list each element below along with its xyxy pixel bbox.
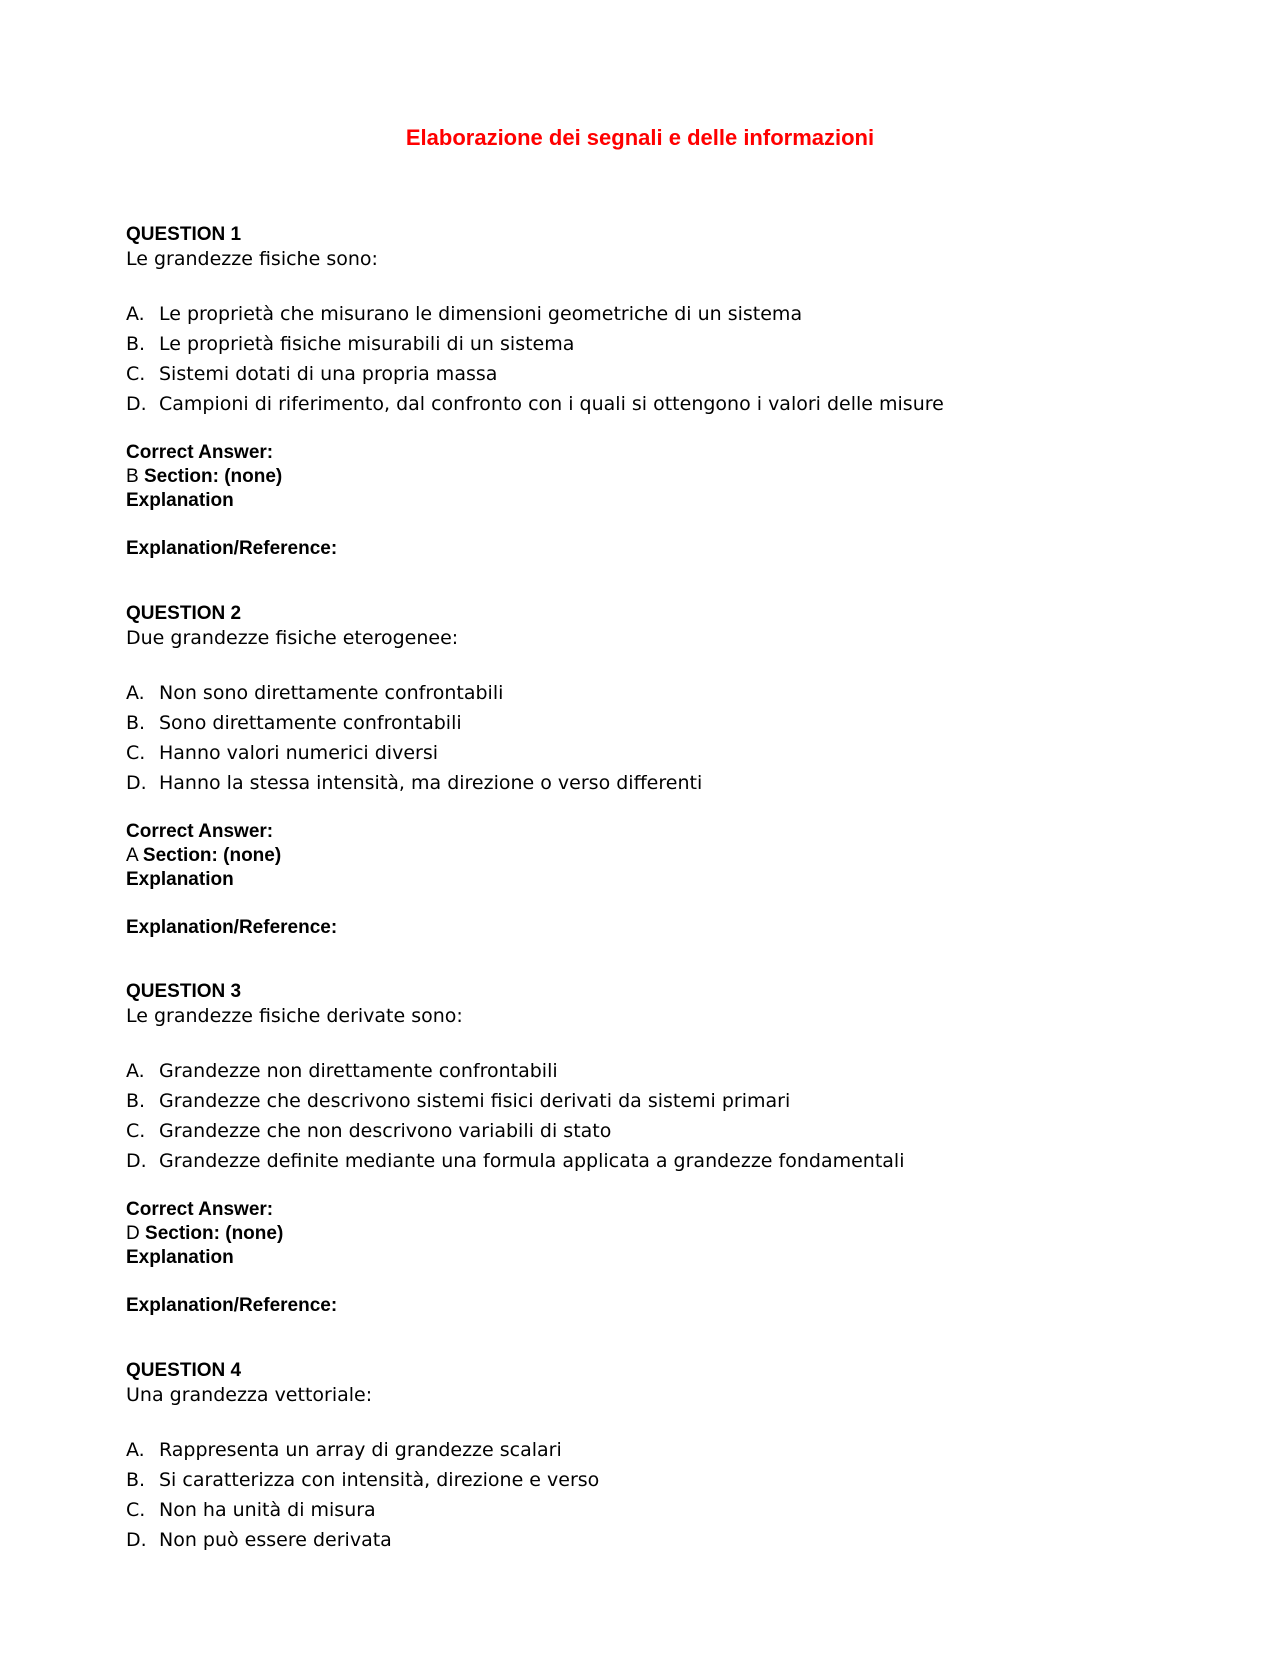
option-c (126, 1495, 1166, 1525)
option-a (126, 678, 1166, 708)
answer-block (126, 820, 1166, 892)
option-letter: D. (126, 393, 147, 415)
option-letter: C. (126, 1120, 146, 1142)
option-c (126, 1116, 1166, 1146)
option-text: Non sono direttamente confrontabili (159, 682, 504, 704)
option-text: Grandezze non direttamente confrontabili (159, 1060, 558, 1082)
option-letter: A. (126, 303, 145, 325)
option-text: Campioni di riferimento, dal confronto con i quali si ottengono i valori delle misure (159, 393, 944, 415)
explanation-reference-label: Explanation/Reference: (126, 1295, 338, 1316)
correct-answer-label: Correct Answer: (126, 821, 274, 842)
question-2 (126, 602, 1166, 940)
answer-section-line (126, 844, 1166, 868)
option-text: Grandezze che non descrivono variabili di stato (159, 1120, 612, 1142)
option-d (126, 389, 1166, 419)
question-stem: Le grandezze fisiche derivate sono: (126, 1005, 463, 1027)
question-heading: QUESTION 3 (126, 981, 242, 1002)
option-letter: C. (126, 363, 146, 385)
correct-answer-value: B (126, 466, 139, 487)
option-letter: B. (126, 712, 146, 734)
option-b (126, 1465, 1166, 1495)
option-text: Grandezze che descrivono sistemi fisici derivati da sistemi primari (159, 1090, 791, 1112)
option-text: Sono direttamente confrontabili (159, 712, 462, 734)
option-letter: D. (126, 1529, 147, 1551)
option-b (126, 708, 1166, 738)
answer-section-line (126, 465, 1166, 489)
explanation-reference-label: Explanation/Reference: (126, 538, 338, 559)
option-letter: D. (126, 772, 147, 794)
answer-block (126, 1198, 1166, 1270)
option-d (126, 768, 1166, 798)
explanation-label: Explanation (126, 490, 234, 511)
question-heading: QUESTION 1 (126, 224, 242, 245)
option-letter: A. (126, 1439, 145, 1461)
option-c (126, 359, 1166, 389)
option-letter: B. (126, 1090, 146, 1112)
option-a (126, 299, 1166, 329)
answer-block (126, 441, 1166, 513)
option-text: Hanno valori numerici diversi (159, 742, 438, 764)
answer-options (126, 678, 1166, 798)
option-text: Le proprietà fisiche misurabili di un sistema (159, 333, 575, 355)
page-title: Elaborazione dei segnali e delle informazioni (405, 125, 875, 150)
question-stem: Una grandezza vettoriale: (126, 1384, 373, 1406)
correct-answer-value: D (126, 1223, 140, 1244)
option-c (126, 738, 1166, 768)
section-label: Section: (none) (143, 466, 283, 487)
option-text: Le proprietà che misurano le dimensioni geometriche di un sistema (159, 303, 803, 325)
section-label: Section: (none) (145, 1223, 284, 1244)
answer-options (126, 1435, 1166, 1555)
option-letter: C. (126, 742, 146, 764)
option-text: Si caratterizza con intensità, direzione e verso (159, 1469, 600, 1491)
question-heading: QUESTION 4 (126, 1360, 242, 1381)
answer-section-line (126, 1222, 1166, 1246)
option-a (126, 1435, 1166, 1465)
option-letter: B. (126, 333, 146, 355)
question-stem: Le grandezze fisiche sono: (126, 248, 378, 270)
option-letter: A. (126, 1060, 145, 1082)
question-4 (126, 1359, 1166, 1555)
section-label: Section: (none) (142, 845, 282, 866)
question-heading: QUESTION 2 (126, 603, 242, 624)
option-text: Hanno la stessa intensità, ma direzione o verso differenti (159, 772, 703, 794)
question-1 (126, 223, 1166, 561)
correct-answer-label: Correct Answer: (126, 442, 274, 463)
explanation-reference-label: Explanation/Reference: (126, 917, 338, 938)
option-letter: C. (126, 1499, 146, 1521)
option-letter: B. (126, 1469, 146, 1491)
question-stem: Due grandezze fisiche eterogenee: (126, 627, 459, 649)
option-text: Non può essere derivata (159, 1529, 392, 1551)
option-text: Sistemi dotati di una propria massa (159, 363, 498, 385)
option-text: Grandezze definite mediante una formula applicata a grandezze fondamentali (159, 1150, 905, 1172)
option-text: Rappresenta un array di grandezze scalari (159, 1439, 562, 1461)
option-b (126, 329, 1166, 359)
answer-options (126, 299, 1166, 419)
question-3 (126, 980, 1166, 1318)
correct-answer-value: A (126, 845, 138, 866)
option-d (126, 1525, 1166, 1555)
correct-answer-label: Correct Answer: (126, 1199, 274, 1220)
option-letter: A. (126, 682, 145, 704)
option-letter: D. (126, 1150, 147, 1172)
option-b (126, 1086, 1166, 1116)
answer-options (126, 1056, 1166, 1176)
explanation-label: Explanation (126, 869, 234, 890)
option-a (126, 1056, 1166, 1086)
option-text: Non ha unità di misura (159, 1499, 376, 1521)
explanation-label: Explanation (126, 1247, 234, 1268)
option-d (126, 1146, 1166, 1176)
